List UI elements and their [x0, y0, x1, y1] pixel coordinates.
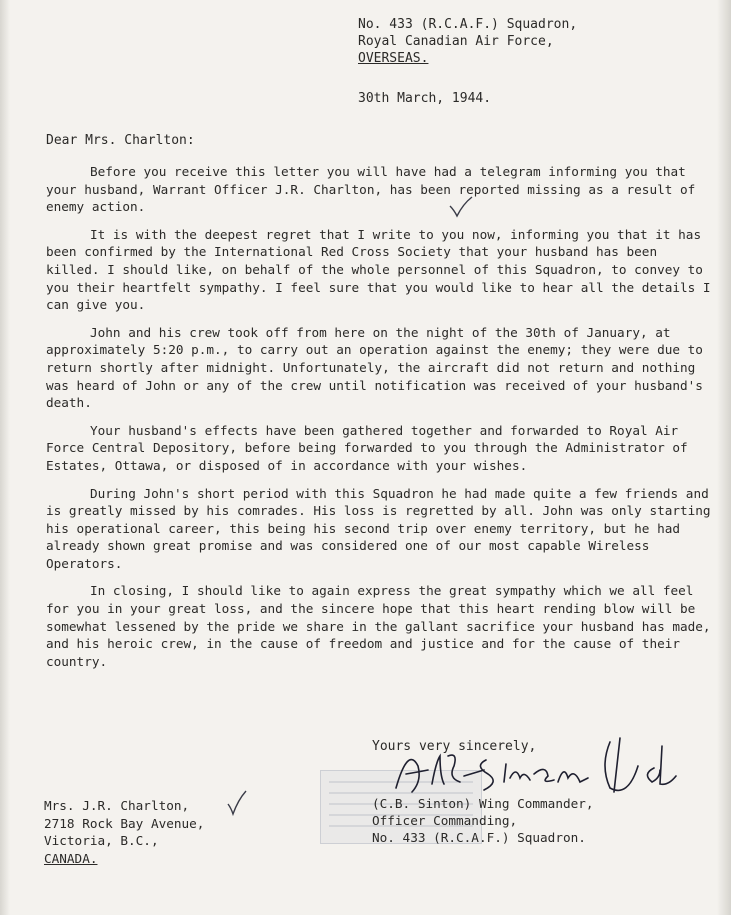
- paragraph: John and his crew took off from here on the night of the 30th of January, at approximately 5:20 p.m., to carry out an operation against the enemy; they were due to return shortly after midnight. Unfortunately, the aircraft did not return and nothing was heard of John or any of the crew until notification was received of your husband's death.: [46, 324, 703, 411]
- letter-body: [46, 163, 718, 680]
- paragraph: It is with the deepest regret that I write to you now, informing you that it has been confirmed by the International Red Cross Society that your husband has been killed. I should like, on behalf of the whole personnel of this Squadron, to convey to you their heartfelt sympathy. I feel sure that you would like to hear all the details I can give you.: [46, 226, 711, 313]
- pencil-check-mark-icon: [226, 790, 248, 816]
- paragraph: Before you receive this letter you will have had a telegram informing you that your husband, Warrant Officer J.R. Charlton, has been reported missing as a result of enemy action.: [46, 164, 696, 215]
- paragraph: During John's short period with this Squadron he had made quite a few friends and is greatly missed by his comrades. His loss is regretted by all. John was only starting his operational career, this being his second trip over enemy territory, but he had already shown great promise and was considered one of our most capable Wireless Operators.: [46, 485, 711, 571]
- pencil-check-mark-icon: [448, 196, 474, 218]
- letter-date: 30th March, 1944.: [358, 91, 492, 106]
- address-line: CANADA.: [44, 850, 98, 866]
- letterhead-line: Royal Canadian Air Force,: [358, 34, 554, 49]
- handwritten-signature: [388, 726, 688, 806]
- signatory-line: No. 433 (R.C.A.F.) Squadron.: [372, 830, 586, 845]
- page-edge-shadow-right: [717, 0, 731, 915]
- paragraph: Your husband's effects have been gathered together and forwarded to Royal Air Force Central Depository, before being forwarded to you through the Administrator of Estates, Ottawa, or disposed of in accordance with your wishes.: [46, 422, 688, 473]
- signatory-line: (C.B. Sinton) Wing Commander,: [372, 796, 594, 811]
- letterhead-line: No. 433 (R.C.A.F.) Squadron,: [358, 17, 578, 32]
- salutation: Dear Mrs. Charlton:: [46, 133, 195, 148]
- signatory-line: Officer Commanding,: [372, 813, 518, 828]
- letterhead: [358, 16, 577, 67]
- letterhead-line: OVERSEAS.: [358, 51, 429, 66]
- recipient-address: [44, 797, 204, 867]
- paragraph: In closing, I should like to again express the great sympathy which we all feel for you in your great loss, and the sincere hope that this heart rending blow will be somewhat lessened by the pride we share in the gallant sacrifice your husband has made, and his heroic crew, in the cause of freedom and justice and for the cause of their country.: [46, 583, 711, 669]
- signatory-block: [372, 795, 594, 846]
- address-line: Mrs. J.R. Charlton,: [44, 798, 190, 813]
- address-line: Victoria, B.C.,: [44, 833, 159, 848]
- closing: Yours very sincerely,: [372, 739, 537, 754]
- page-edge-shadow-left: [0, 0, 10, 915]
- address-line: 2718 Rock Bay Avenue,: [44, 815, 205, 831]
